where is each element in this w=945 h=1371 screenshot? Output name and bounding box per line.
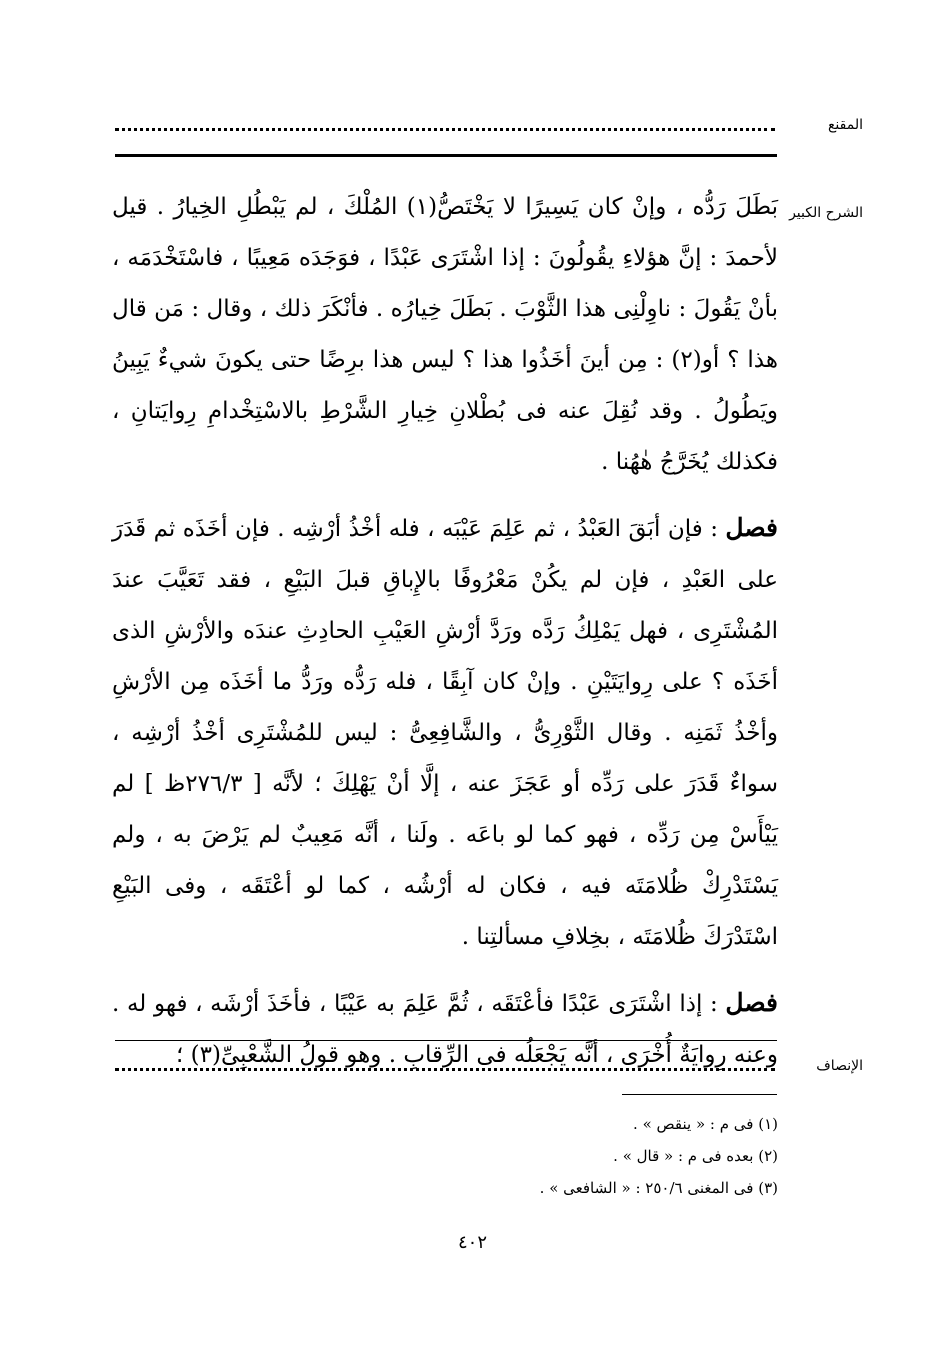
side-label-insaf: الإنصاف xyxy=(816,1058,863,1074)
footnote-3: (٣) فى المغنى ٢٥٠/٦ : « الشافعى » . xyxy=(539,1179,778,1197)
header-dotted-rule xyxy=(115,128,775,131)
main-text xyxy=(112,180,778,1081)
insaf-dotted-rule xyxy=(115,1068,775,1071)
insaf-rule xyxy=(115,1040,777,1041)
header-rule xyxy=(115,154,777,157)
paragraph-3 xyxy=(112,977,778,1081)
paragraph-text: بَطَلَ رَدُّه ، وإنْ كان يَسِيرًا لا يَخْتَصُّ(١) المُلْكَ ، لم يَبْطُلِ الخِيارُ . قيل لأحمدَ : إنَّ هؤلاءِ يقُولُونَ : إذا اشْتَرَى عَبْدًا ، فوَجَدَه مَعِيبًا ، فاسْتَخْدَمَه ، بأنْ يَقُولَ : ناوِلْنِى هذا الثَّوْبَ . بَطَلَ خِيارُه . فأنْكَرَ ذلك ، وقال : مَن قال هذا ؟ أو(٢) : مِن أينَ أخَذُوا هذا ؟ ليس هذا برِضًا حتى يكونَ شيءٌ يَبِينُ ويَطُولُ . وقد نُقِلَ عنه فى بُطْلانِ خِيارِ الشَّرْطِ بالاسْتِخْدامِ رِوايَتانِ ، فكذلك يُخَرَّجُ هٰهُنا . xyxy=(112,194,778,475)
paragraph-lead: فصل xyxy=(725,988,778,1017)
paragraph-lead: فصل xyxy=(725,513,778,542)
paragraph-text: : فإن أبَقَ العَبْدُ ، ثم عَلِمَ عَيْبَه ، فله أخْذُ أرْشِه . فإن أخَذَه ثم قَدَرَ على العَبْدِ ، فإن لم يكُنْ مَعْرُوفًا بالإِباقِ قبلَ البَيْعِ ، فقد تَعَيَّبَ عندَ المُشْتَرِى ، فهل يَمْلِكُ رَدَّه ورَدَّ أرْشِ العَيْبِ الحادِثِ عندَه والأرْشِ الذى أخَذَه ؟ على رِوايَتَيْنِ . وإنْ كان آبِقًا ، فله رَدُّه ورَدُّ ما أخَذَه مِن الأرْشِ وأخْذُ ثَمَنِه . وقال الثَّوْرِىُّ ، والشَّافِعِىُّ : ليس للمُشْتَرِى أخْذُ أرْشِه ، سواءٌ قَدَرَ على رَدِّه أو عَجَزَ عنه ، إلَّا أنْ يَهْلِكَ ؛ لأنَّه [ ٢٧٦/٣ظ ] لم يَيْأَسْ مِن رَدِّه ، فهو كما لو باعَه . ولَنا ، أنَّه مَعِيبٌ لم يَرْضَ به ، ولم يَسْتَدْرِكْ ظُلامَتَه فيه ، فكان له أرْشُه ، كما لو أعْتَقَه ، وفى البَيْعِ اسْتَدْرَكَ ظُلامَتَه ، بخِلافِ مسألتِنا . xyxy=(112,516,778,950)
side-label-sharh: الشرح الكبير xyxy=(789,205,863,221)
footnote-1: (١) فى م : « ينقص » . xyxy=(633,1115,778,1133)
footnotes xyxy=(500,1108,778,1204)
footnote-rule xyxy=(622,1094,777,1095)
header-title: المقنع xyxy=(827,117,863,133)
paragraph-text: : إذا اشْتَرَى عَبْدًا فأعْتَقَه ، ثُمَّ عَلِمَ به عَيْبًا ، فأخَذَ أرْشَه ، فهو له . وعنه رِوايَةٌ أُخْرَى ، أنَّه يَجْعَلُه فى الرِّقابِ . وهو قولُ الشَّعْبِىِّ(٣) ؛ xyxy=(112,991,778,1068)
page-number: ٤٠٢ xyxy=(457,1232,487,1253)
footnote-2: (٢) بعده فى م : « قال » . xyxy=(613,1147,778,1165)
paragraph-2 xyxy=(112,502,778,963)
paragraph-1 xyxy=(112,180,778,488)
